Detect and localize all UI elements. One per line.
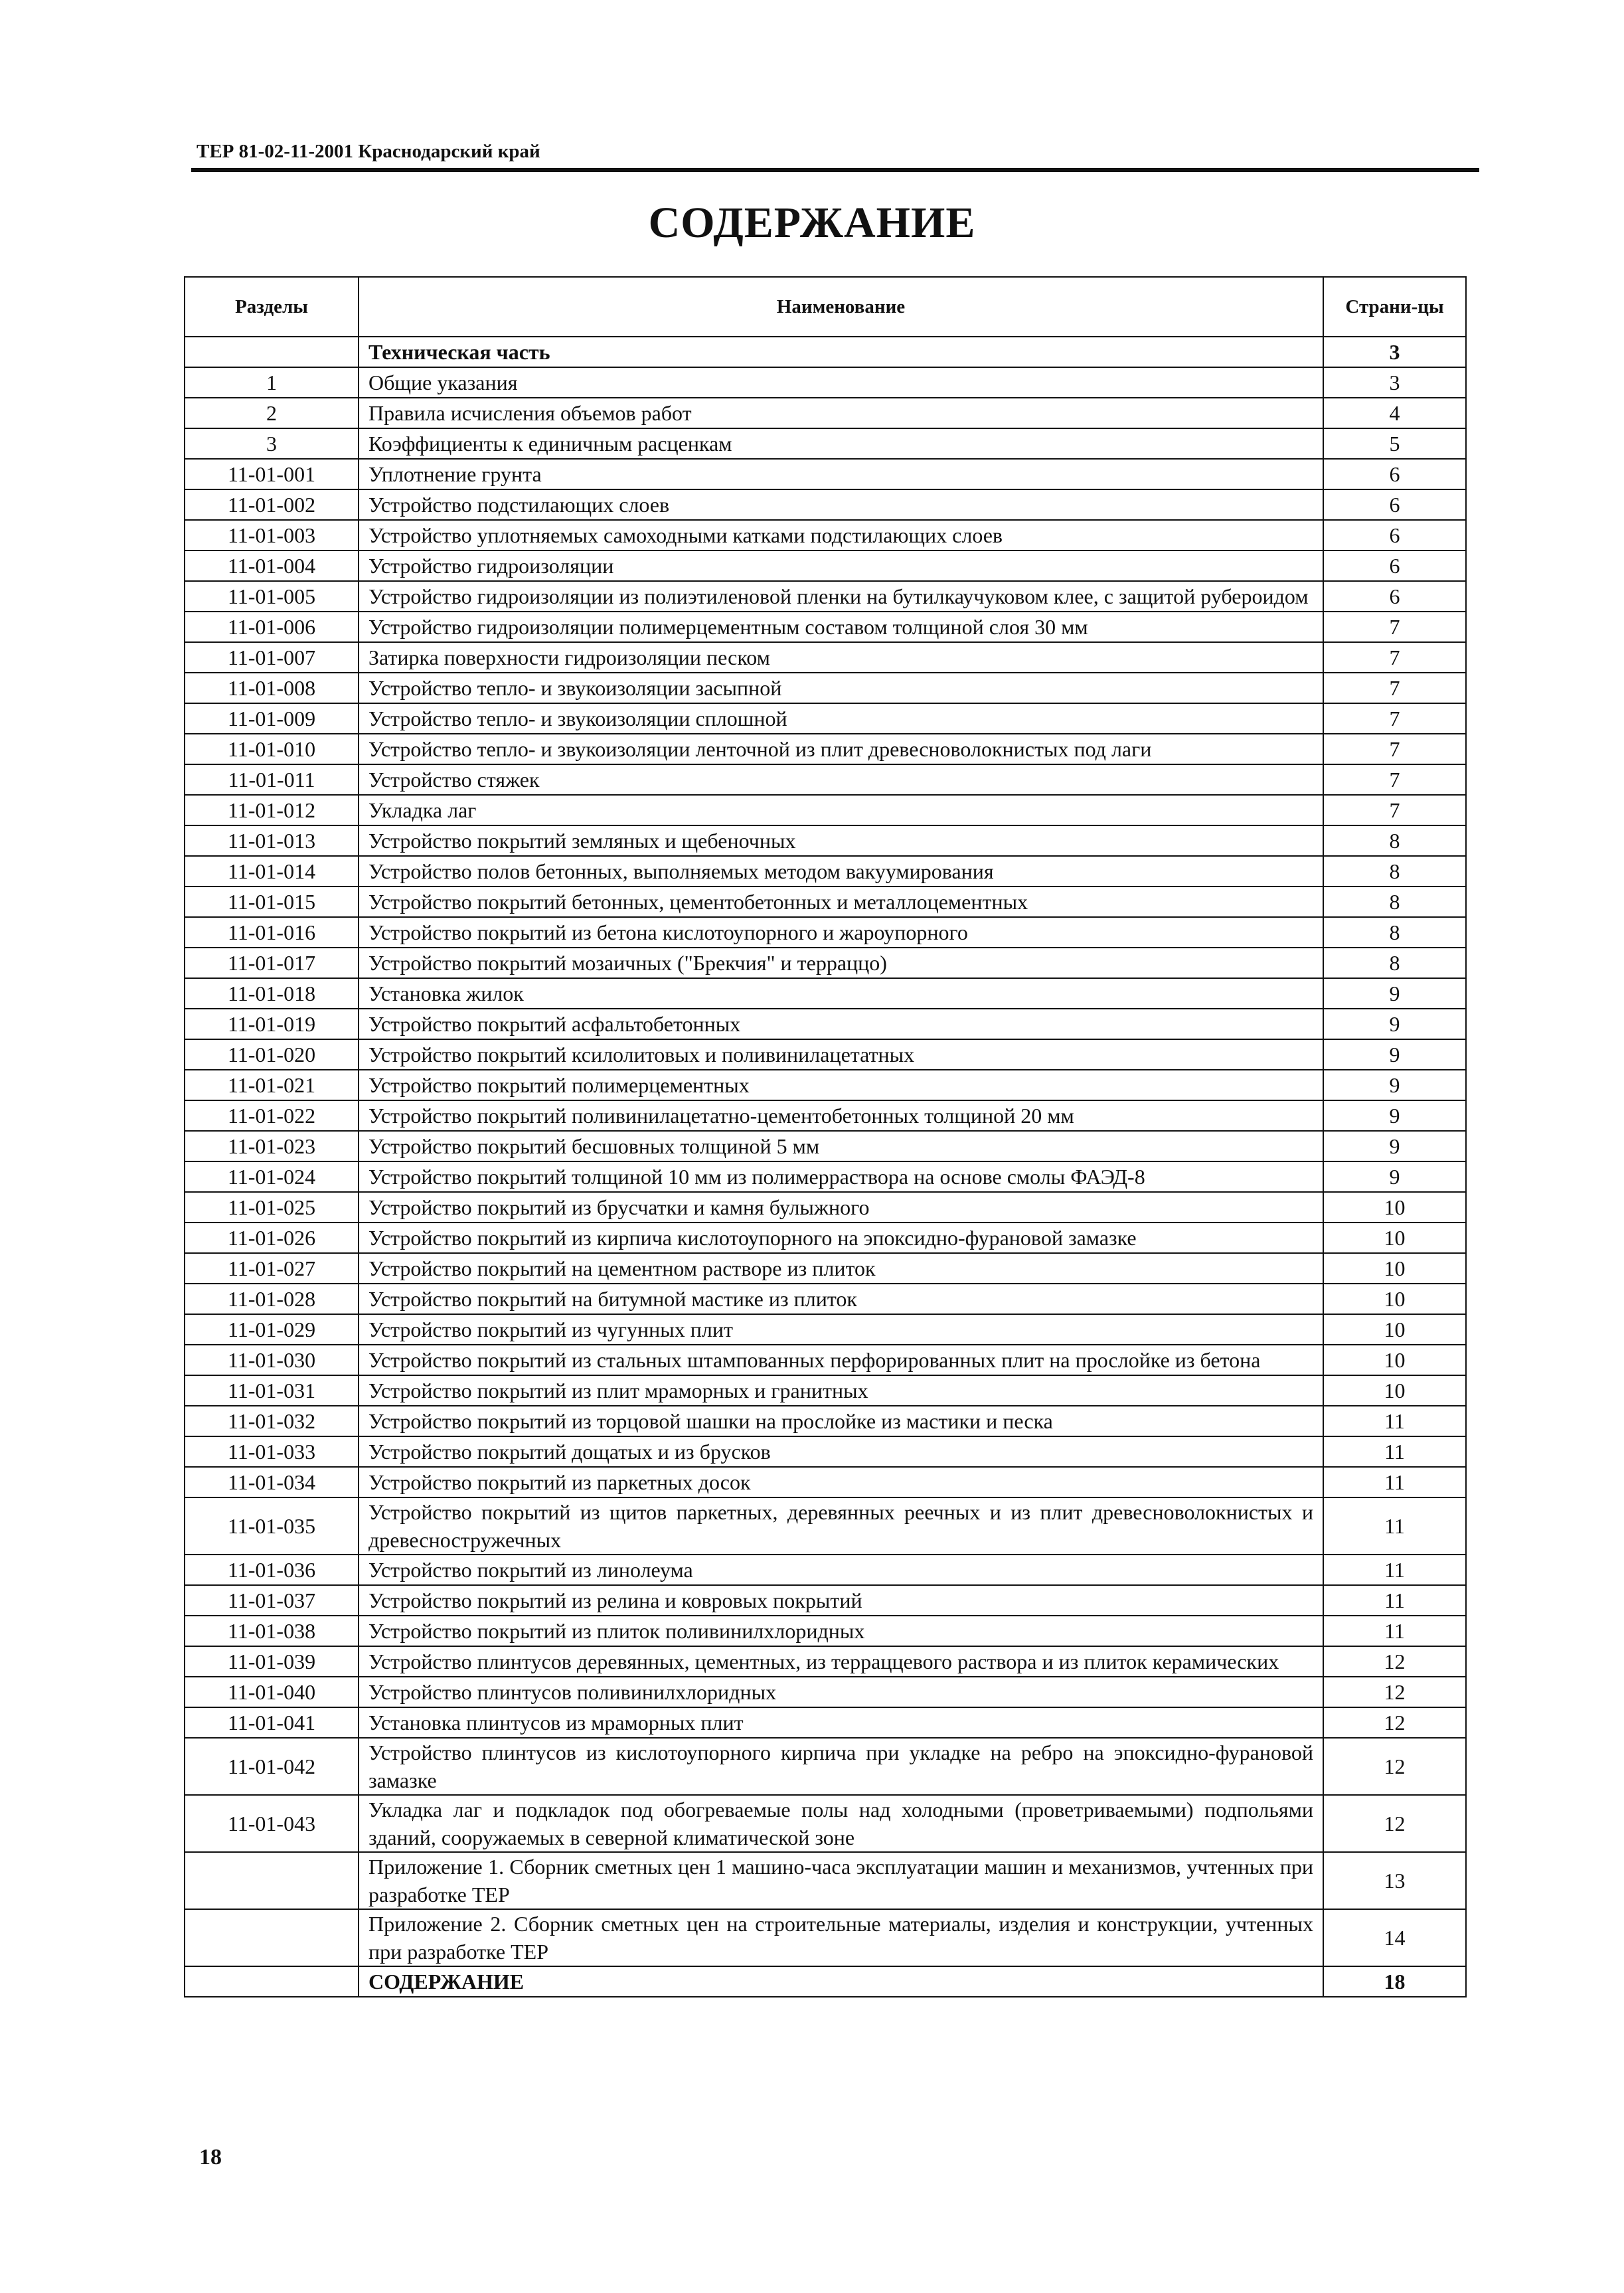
name-cell: Устройство покрытий на битумной мастике из плиток [359,1284,1323,1314]
section-cell: 11-01-009 [185,703,359,734]
name-cell: Устройство покрытий на цементном растворе из плиток [359,1253,1323,1284]
page-cell: 10 [1323,1284,1466,1314]
name-cell: Затирка поверхности гидроизоляции песком [359,642,1323,673]
name-cell: Устройство покрытий из плиток поливинилхлоридных [359,1616,1323,1646]
name-cell: Устройство покрытий ксилолитовых и поливинилацетатных [359,1039,1323,1070]
page-cell: 10 [1323,1192,1466,1223]
section-cell: 11-01-011 [185,764,359,795]
section-cell: 11-01-017 [185,948,359,978]
name-cell: Устройство покрытий бетонных, цементобетонных и металлоцементных [359,887,1323,917]
name-cell: Техническая часть [359,337,1323,367]
section-cell: 1 [185,367,359,398]
section-cell [185,1852,359,1909]
page-cell: 18 [1323,1966,1466,1997]
table-row [185,1375,1466,1406]
contents-table [184,276,1467,1997]
page-cell: 8 [1323,887,1466,917]
table-body [185,337,1466,1997]
page-cell: 9 [1323,1100,1466,1131]
name-cell: Приложение 2. Сборник сметных цен на строительные материалы, изделия и конструкции, учтенных при разработке ТЕР [359,1909,1323,1966]
name-cell: Устройство тепло- и звукоизоляции ленточной из плит древесноволокнистых под лаги [359,734,1323,764]
section-cell: 11-01-018 [185,978,359,1009]
table-row [185,795,1466,825]
page-cell: 10 [1323,1375,1466,1406]
section-cell: 11-01-042 [185,1738,359,1795]
table-row [185,1009,1466,1039]
page-cell: 7 [1323,795,1466,825]
section-cell: 11-01-007 [185,642,359,673]
section-cell: 3 [185,428,359,459]
page-cell: 11 [1323,1497,1466,1555]
section-cell: 11-01-036 [185,1555,359,1585]
page-cell: 10 [1323,1345,1466,1375]
name-cell: Устройство полов бетонных, выполняемых методом вакуумирования [359,856,1323,887]
table-row [185,1070,1466,1100]
section-cell: 11-01-030 [185,1345,359,1375]
page-cell: 12 [1323,1646,1466,1677]
section-cell: 11-01-033 [185,1436,359,1467]
name-cell: Устройство плинтусов из кислотоупорного кирпича при укладке на ребро на эпоксидно-фурановой замазке [359,1738,1323,1795]
name-cell: Устройство покрытий из щитов паркетных, деревянных реечных и из плит древесноволокнистых и древесностружечных [359,1497,1323,1555]
column-header-pages: Страни-цы [1323,277,1466,337]
page-cell: 5 [1323,428,1466,459]
section-cell: 11-01-001 [185,459,359,489]
table-row [185,398,1466,428]
name-cell: Устройство покрытий из релина и ковровых покрытий [359,1585,1323,1616]
table-row [185,1795,1466,1852]
name-cell: Коэффициенты к единичным расценкам [359,428,1323,459]
name-cell: Уплотнение грунта [359,459,1323,489]
column-header-sections: Разделы [185,277,359,337]
page-cell: 11 [1323,1406,1466,1436]
table-row [185,764,1466,795]
name-cell: Устройство покрытий поливинилацетатно-цементобетонных толщиной 20 мм [359,1100,1323,1131]
table-row [185,978,1466,1009]
table-row [185,1646,1466,1677]
name-cell: Устройство покрытий мозаичных ("Брекчия" и терраццо) [359,948,1323,978]
table-row [185,856,1466,887]
table-row [185,1909,1466,1966]
section-cell: 11-01-031 [185,1375,359,1406]
section-cell: 11-01-020 [185,1039,359,1070]
page-cell: 10 [1323,1223,1466,1253]
page-title: СОДЕРЖАНИЕ [648,199,976,247]
table-row [185,459,1466,489]
page-cell: 6 [1323,520,1466,551]
table-row [185,642,1466,673]
table-row [185,887,1466,917]
table-row [185,551,1466,581]
section-cell: 11-01-027 [185,1253,359,1284]
table-row [185,489,1466,520]
page-cell: 7 [1323,734,1466,764]
page-cell: 8 [1323,948,1466,978]
table-row [185,612,1466,642]
table-row [185,337,1466,367]
page-cell: 11 [1323,1555,1466,1585]
page-cell: 13 [1323,1852,1466,1909]
section-cell: 11-01-029 [185,1314,359,1345]
table-row [185,1616,1466,1646]
name-cell: Устройство покрытий толщиной 10 мм из полимерраствора на основе смолы ФАЭД-8 [359,1161,1323,1192]
column-header-name: Наименование [359,277,1323,337]
name-cell: Устройство покрытий дощатых и из брусков [359,1436,1323,1467]
section-cell [185,337,359,367]
page-cell: 9 [1323,1131,1466,1161]
page-cell: 8 [1323,856,1466,887]
table-row [185,1852,1466,1909]
section-cell: 11-01-013 [185,825,359,856]
section-cell: 2 [185,398,359,428]
page-cell: 8 [1323,917,1466,948]
section-cell: 11-01-005 [185,581,359,612]
name-cell: Устройство покрытий полимерцементных [359,1070,1323,1100]
name-cell: Устройство покрытий из брусчатки и камня булыжного [359,1192,1323,1223]
section-cell: 11-01-015 [185,887,359,917]
table-row [185,1707,1466,1738]
section-cell: 11-01-028 [185,1284,359,1314]
table-row [185,1192,1466,1223]
section-cell: 11-01-035 [185,1497,359,1555]
section-cell [185,1909,359,1966]
page-cell: 3 [1323,337,1466,367]
name-cell: Устройство покрытий из линолеума [359,1555,1323,1585]
name-cell: Приложение 1. Сборник сметных цен 1 машино-часа эксплуатации машин и механизмов, учтенных при разработке ТЕР [359,1852,1323,1909]
section-cell: 11-01-037 [185,1585,359,1616]
table-row [185,948,1466,978]
section-cell: 11-01-025 [185,1192,359,1223]
section-cell: 11-01-003 [185,520,359,551]
header-rule [191,168,1479,172]
page-cell: 10 [1323,1314,1466,1345]
section-cell: 11-01-023 [185,1131,359,1161]
running-header: ТЕР 81-02-11-2001 Краснодарский край [197,141,540,162]
page-cell: 11 [1323,1467,1466,1497]
section-cell: 11-01-034 [185,1467,359,1497]
page-cell: 6 [1323,459,1466,489]
section-cell: 11-01-043 [185,1795,359,1852]
table-row [185,734,1466,764]
table-row [185,1284,1466,1314]
table-row [185,367,1466,398]
section-cell: 11-01-040 [185,1677,359,1707]
page-cell: 11 [1323,1436,1466,1467]
page-cell: 7 [1323,673,1466,703]
section-cell: 11-01-014 [185,856,359,887]
name-cell: Устройство покрытий из торцовой шашки на прослойке из мастики и песка [359,1406,1323,1436]
section-cell: 11-01-038 [185,1616,359,1646]
page-cell: 4 [1323,398,1466,428]
name-cell: Устройство покрытий из бетона кислотоупорного и жароупорного [359,917,1323,948]
section-cell: 11-01-026 [185,1223,359,1253]
page-cell: 12 [1323,1707,1466,1738]
section-cell: 11-01-024 [185,1161,359,1192]
page-cell: 9 [1323,978,1466,1009]
name-cell: Устройство покрытий асфальтобетонных [359,1009,1323,1039]
name-cell: Устройство покрытий из кирпича кислотоупорного на эпоксидно-фурановой замазке [359,1223,1323,1253]
page-number: 18 [199,2145,222,2169]
name-cell: Устройство тепло- и звукоизоляции засыпной [359,673,1323,703]
page-cell: 7 [1323,764,1466,795]
section-cell: 11-01-004 [185,551,359,581]
name-cell: Устройство плинтусов поливинилхлоридных [359,1677,1323,1707]
page-cell: 11 [1323,1585,1466,1616]
name-cell: Устройство стяжек [359,764,1323,795]
table-row [185,1131,1466,1161]
name-cell: Устройство уплотняемых самоходными катками подстилающих слоев [359,520,1323,551]
page-cell: 10 [1323,1253,1466,1284]
name-cell: Устройство гидроизоляции из полиэтиленовой пленки на бутилкаучуковом клее, с защитой рубероидом [359,581,1323,612]
page-cell: 9 [1323,1039,1466,1070]
name-cell: Правила исчисления объемов работ [359,398,1323,428]
name-cell: Установка плинтусов из мраморных плит [359,1707,1323,1738]
table-row [185,825,1466,856]
section-cell: 11-01-002 [185,489,359,520]
section-cell: 11-01-008 [185,673,359,703]
section-cell: 11-01-039 [185,1646,359,1677]
table-row [185,703,1466,734]
section-cell: 11-01-012 [185,795,359,825]
section-cell: 11-01-032 [185,1406,359,1436]
table-row [185,581,1466,612]
table-row [185,428,1466,459]
page-cell: 12 [1323,1738,1466,1795]
name-cell: Устройство тепло- и звукоизоляции сплошной [359,703,1323,734]
name-cell: Устройство покрытий из плит мраморных и гранитных [359,1375,1323,1406]
page-cell: 7 [1323,642,1466,673]
page-cell: 9 [1323,1161,1466,1192]
section-cell: 11-01-006 [185,612,359,642]
name-cell: Устройство гидроизоляции [359,551,1323,581]
name-cell: Устройство покрытий из чугунных плит [359,1314,1323,1345]
name-cell: Устройство покрытий бесшовных толщиной 5 мм [359,1131,1323,1161]
table-row [185,1738,1466,1795]
table-row [185,1161,1466,1192]
page-cell: 9 [1323,1070,1466,1100]
table-row [185,1345,1466,1375]
table-row [185,1039,1466,1070]
table-row [185,1436,1466,1467]
table-row [185,1100,1466,1131]
table-row [185,1467,1466,1497]
name-cell: Устройство плинтусов деревянных, цементных, из терраццевого раствора и из плиток керамических [359,1646,1323,1677]
table-row [185,1585,1466,1616]
section-cell: 11-01-022 [185,1100,359,1131]
name-cell: Устройство покрытий земляных и щебеночных [359,825,1323,856]
table-row [185,1966,1466,1997]
name-cell: Устройство покрытий из паркетных досок [359,1467,1323,1497]
table-row [185,1497,1466,1555]
table-row [185,917,1466,948]
page-cell: 6 [1323,581,1466,612]
section-cell: 11-01-016 [185,917,359,948]
page-cell: 7 [1323,703,1466,734]
page-cell: 7 [1323,612,1466,642]
name-cell: Устройство подстилающих слоев [359,489,1323,520]
page-cell: 14 [1323,1909,1466,1966]
section-cell: 11-01-021 [185,1070,359,1100]
name-cell: СОДЕРЖАНИЕ [359,1966,1323,1997]
table-header-row [185,277,1466,337]
name-cell: Устройство покрытий из стальных штампованных перфорированных плит на прослойке из бетона [359,1345,1323,1375]
name-cell: Укладка лаг и подкладок под обогреваемые полы над холодными (проветриваемыми) подпольями зданий, сооружаемых в северной климатической зоне [359,1795,1323,1852]
page-cell: 6 [1323,489,1466,520]
name-cell: Устройство гидроизоляции полимерцементным составом толщиной слоя 30 мм [359,612,1323,642]
page-cell: 6 [1323,551,1466,581]
page-cell: 12 [1323,1795,1466,1852]
page-cell: 9 [1323,1009,1466,1039]
table-row [185,1677,1466,1707]
table-row [185,673,1466,703]
table-row [185,1314,1466,1345]
table-row [185,520,1466,551]
section-cell: 11-01-019 [185,1009,359,1039]
page-cell: 11 [1323,1616,1466,1646]
section-cell: 11-01-010 [185,734,359,764]
page-cell: 3 [1323,367,1466,398]
name-cell: Общие указания [359,367,1323,398]
name-cell: Укладка лаг [359,795,1323,825]
table-row [185,1253,1466,1284]
name-cell: Установка жилок [359,978,1323,1009]
table-row [185,1406,1466,1436]
table-row [185,1555,1466,1585]
section-cell: 11-01-041 [185,1707,359,1738]
page-cell: 12 [1323,1677,1466,1707]
page-cell: 8 [1323,825,1466,856]
table-row [185,1223,1466,1253]
section-cell [185,1966,359,1997]
